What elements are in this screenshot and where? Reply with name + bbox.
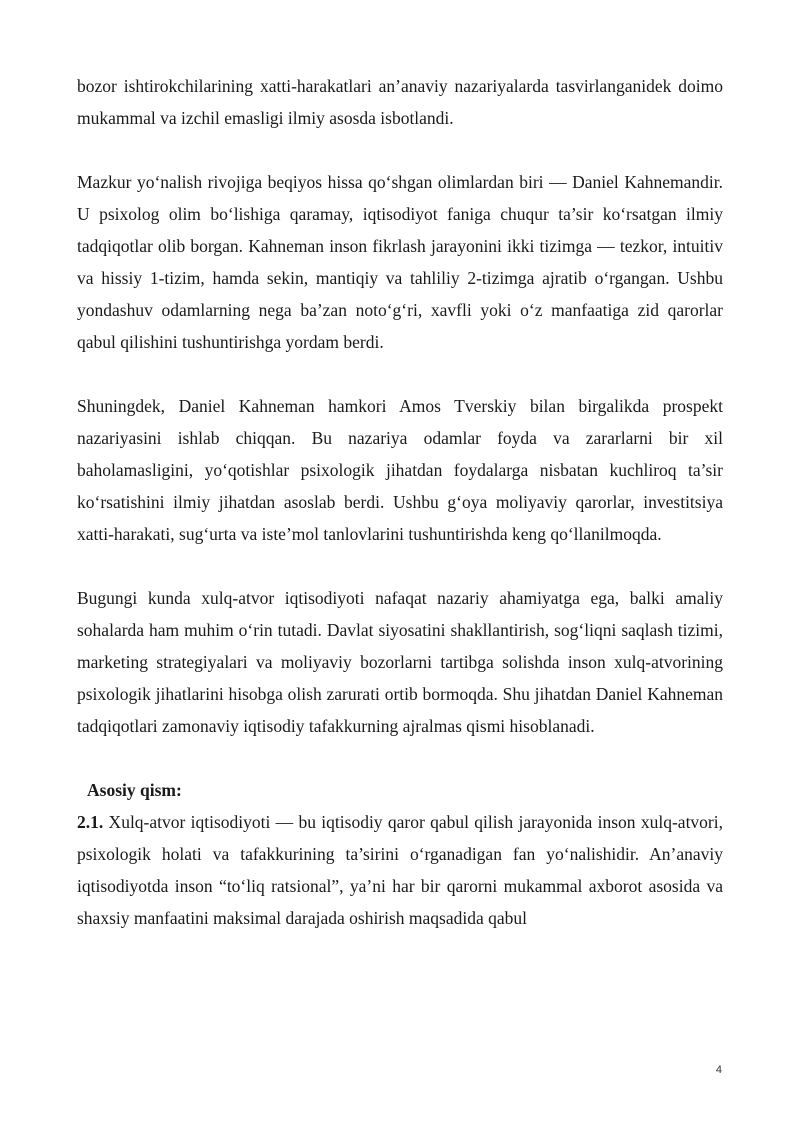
subsection-text: Xulq-atvor iqtisodiyoti — bu iqtisodiy qaror qabul qilish jarayonida inson xulq-atvori, psixologik holati va tafakkurining ta’sirini o‘rganadigan fan yo‘nalishidir. An’anaviy iqtisodiyotda inson “to‘liq ratsional”, ya’ni har bir qarorni mukammal axborot asosida va shaxsiy manfaatini maksimal darajada oshirish maqsadida qabul bbox=[77, 812, 723, 928]
paragraph-modern-relevance: Bugungi kunda xulq-atvor iqtisodiyoti nafaqat nazariy ahamiyatga ega, balki amaliy sohalarda ham muhim o‘rin tutadi. Davlat siyosatini shakllantirish, sog‘liqni saqlash tizimi, marketing strategiyalari va moliyaviy bozorlarni tartibga solishda inson xulq-atvorining psixologik jihatlarini hisobga olish zarurati ortib bormoqda. Shu jihatdan Daniel Kahneman tadqiqotlari zamonaviy iqtisodiy tafakkurning ajralmas qismi hisoblanadi. bbox=[77, 588, 723, 736]
subsection-paragraph bbox=[77, 806, 723, 934]
page-number: 4 bbox=[715, 1064, 722, 1076]
paragraph-prospect-theory: Shuningdek, Daniel Kahneman hamkori Amos Tverskiy bilan birgalikda prospekt nazariyasini ishlab chiqqan. Bu nazariya odamlar foyda va zararlarni bir xil baholamasligini, yo‘qotishlar psixologik jihatdan foydalarga nisbatan kuchliroq ta’sir ko‘rsatishini ilmiy jihatdan asoslab berdi. Ushbu g‘oya moliyaviy qarorlar, investitsiya xatti-harakati, sug‘urta va iste’mol tanlovlarini tushuntirishda keng qo‘llanilmoqda. bbox=[77, 396, 723, 544]
paragraph-gap bbox=[77, 134, 723, 166]
paragraph-kahneman-intro: Mazkur yo‘nalish rivojiga beqiyos hissa qo‘shgan olimlardan biri — Daniel Kahnemandir. U psixolog olim bo‘lishiga qaramay, iqtisodiyot faniga chuqur ta’sir ko‘rsatgan ilmiy tadqiqotlar olib borgan. Kahneman inson fikrlash jarayonini ikki tizimga — tezkor, intuitiv va hissiy 1-tizim, hamda sekin, mantiqiy va tahliliy 2-tizimga ajratib o‘rgangan. Ushbu yondashuv odamlarning nega ba’zan noto‘g‘ri, xavfli yoki o‘z manfaatiga zid qarorlar qabul qilishini tushuntirishga yordam berdi. bbox=[77, 172, 723, 352]
document-page bbox=[77, 70, 723, 934]
paragraph-gap bbox=[77, 358, 723, 390]
paragraph-continuation: bozor ishtirokchilarining xatti-harakatlari an’anaviy nazariyalarda tasvirlanganidek doimo mukammal va izchil emasligi ilmiy asosda isbotlandi. bbox=[77, 76, 723, 128]
paragraph-gap bbox=[77, 550, 723, 582]
paragraph-gap bbox=[77, 742, 723, 774]
section-heading: Asosiy qism: bbox=[87, 780, 182, 800]
subsection-number: 2.1. bbox=[77, 812, 104, 832]
